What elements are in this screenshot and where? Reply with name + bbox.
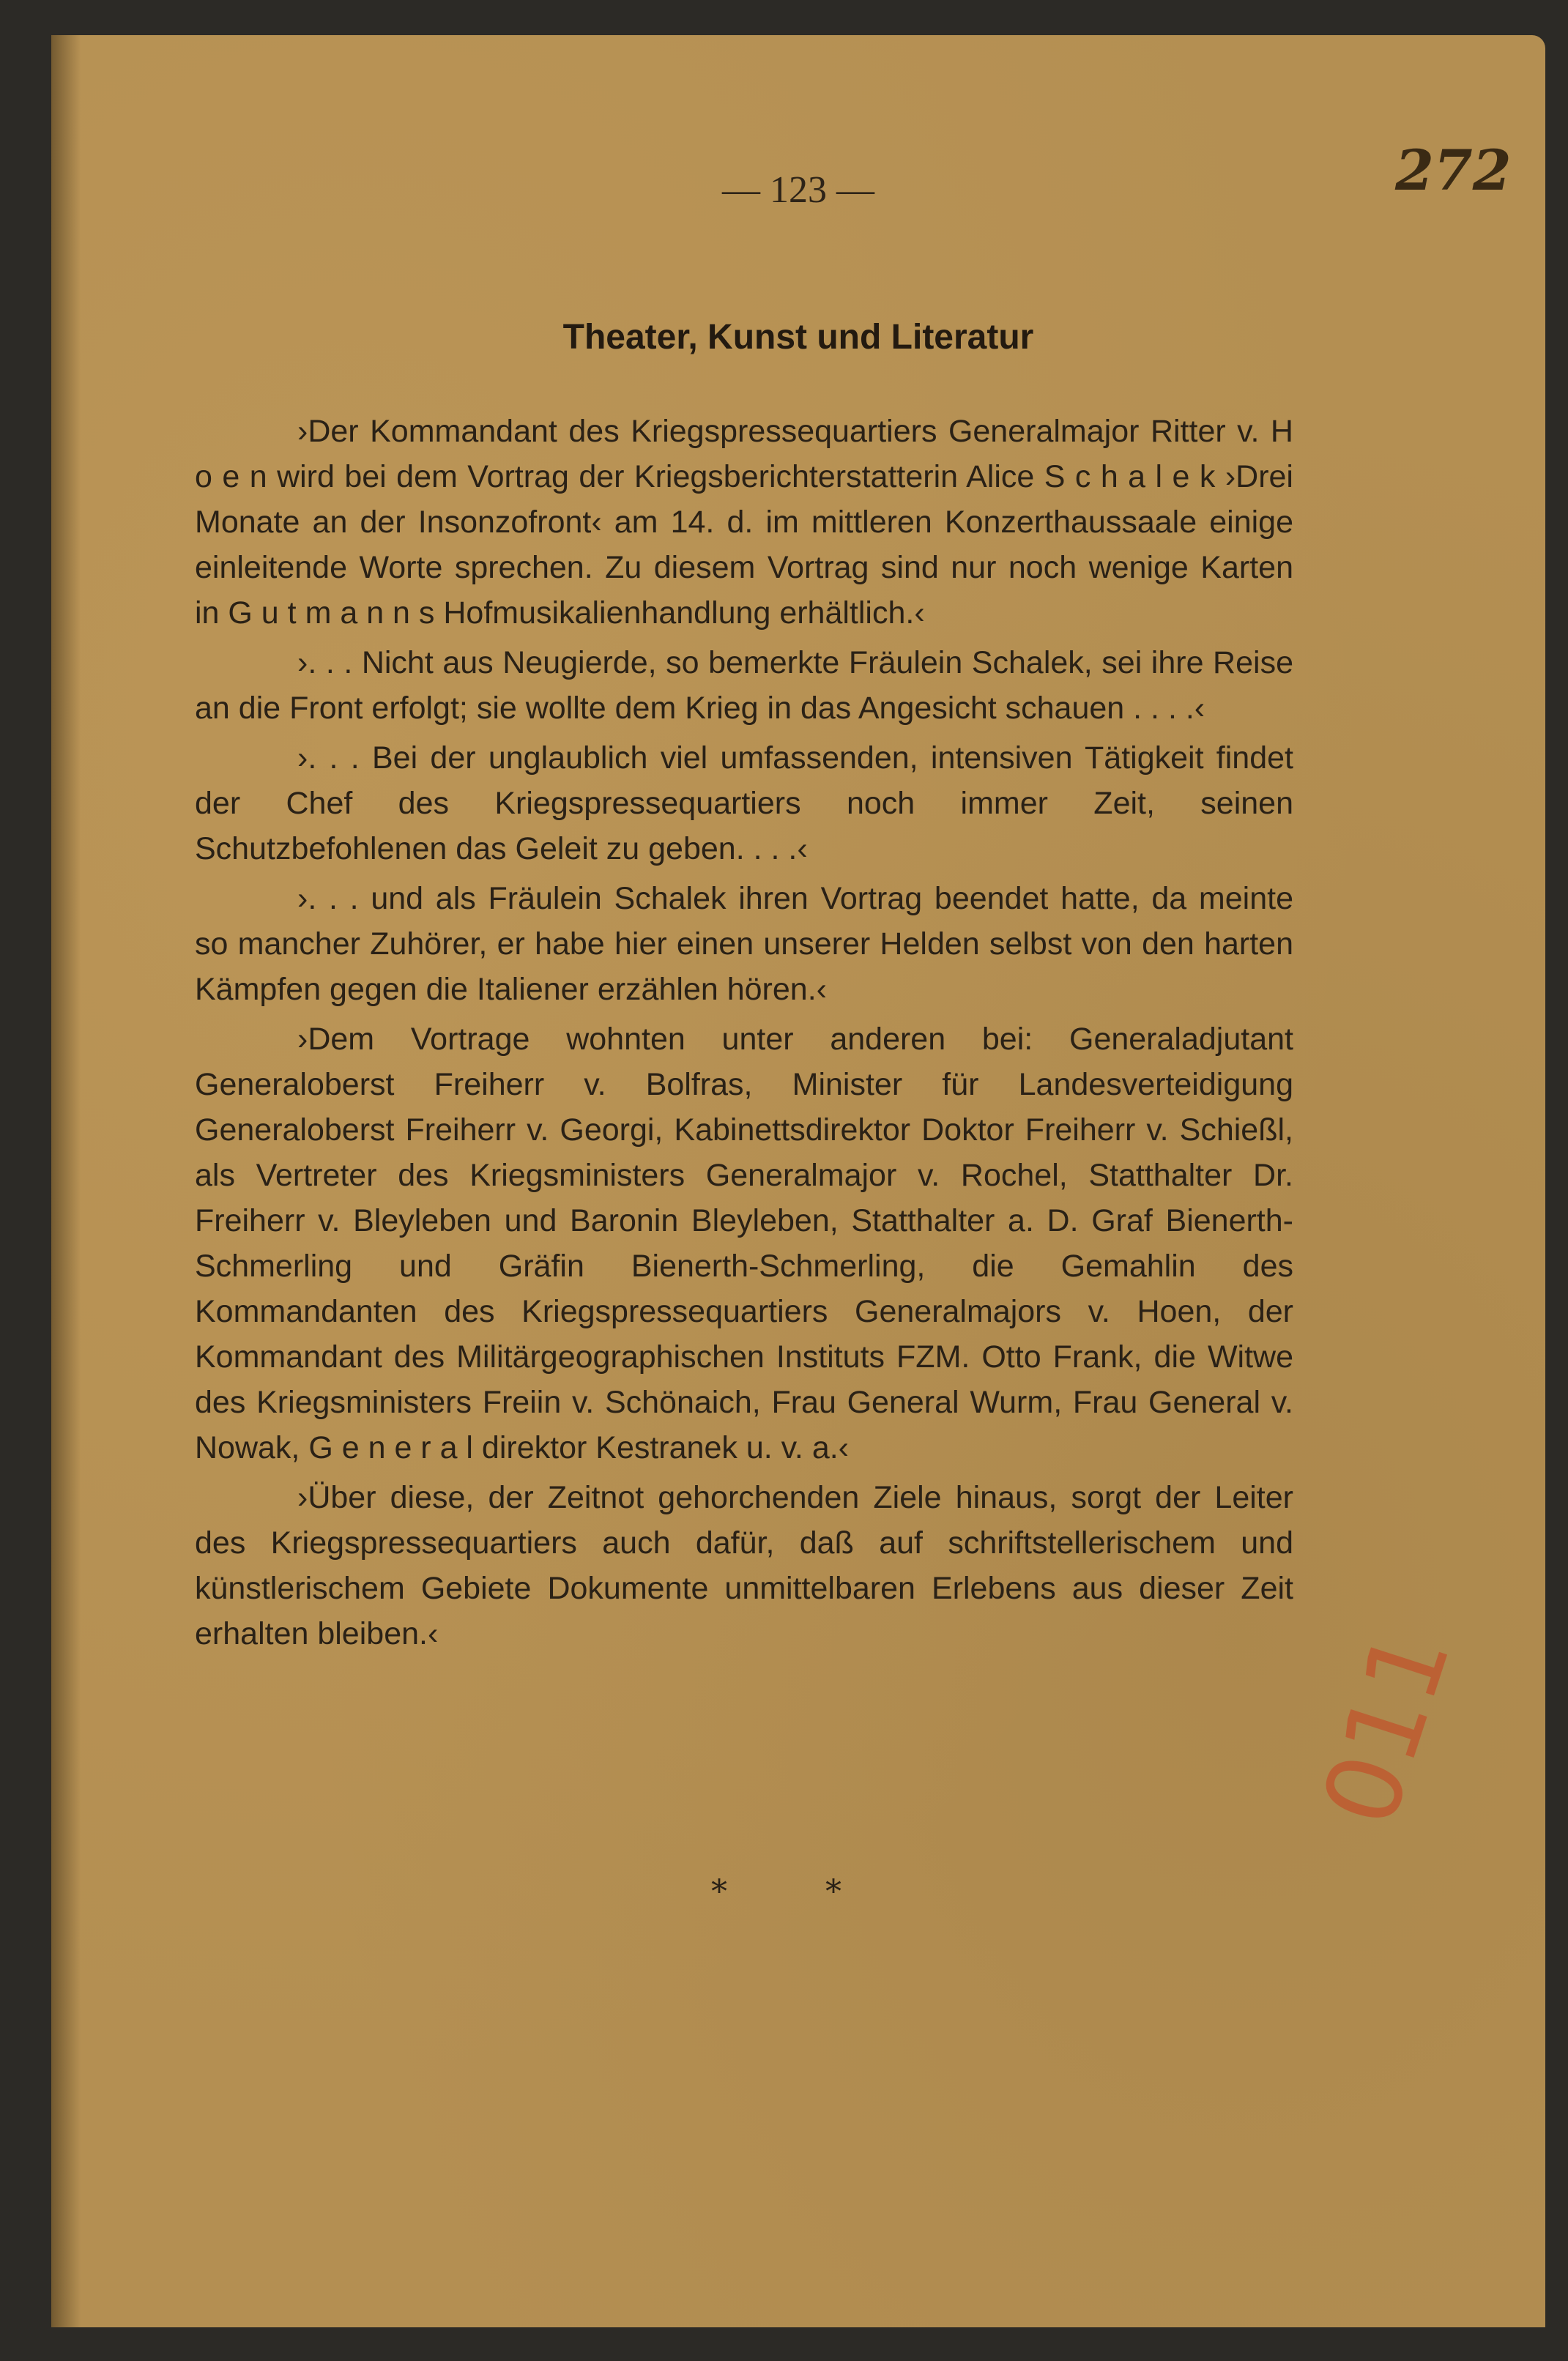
page-spine-shadow bbox=[51, 35, 81, 2327]
paragraph: ›Der Kommandant des Kriegspressequartiers Generalmajor Ritter v. H o e n wird bei dem Vortrag der Kriegsberichterstatterin Alice S c h a l e k ›Drei Monate an der Insonzofront‹ am 14. d. im mittleren Konzerthaussaale einige einleitende Worte sprechen. Zu diesem Vortrag sind nur noch wenige Karten in G u t m a n n s Hofmusikalienhandlung erhältlich.‹ bbox=[195, 414, 1293, 631]
paragraph: ›. . . und als Fräulein Schalek ihren Vortrag beendet hatte, da meinte so mancher Zuhörer, er habe hier einen unserer Helden selbst von den harten Kämpfen gegen die Italiener erzählen hören.‹ bbox=[195, 881, 1293, 1007]
section-separator: * * bbox=[711, 1873, 885, 1911]
body-text bbox=[195, 409, 1293, 1661]
paragraph: ›Über diese, der Zeitnot gehorchenden Ziele hinaus, sorgt der Leiter des Kriegspressequartiers auch dafür, daß auf schriftstellerischem und künstlerischem Gebiete Dokumente unmittelbaren Erlebens aus dieser Zeit erhalten bleiben.‹ bbox=[195, 1480, 1293, 1651]
pencil-annotation: 011 bbox=[1299, 1616, 1474, 1840]
section-title: Theater, Kunst und Literatur bbox=[562, 318, 1034, 357]
archive-number: 272 bbox=[1395, 138, 1512, 203]
paragraph: ›. . . Nicht aus Neugierde, so bemerkte Fräulein Schalek, sei ihre Reise an die Front erfolgt; sie wollte dem Krieg in das Angesicht schauen . . . .‹ bbox=[195, 645, 1293, 726]
paragraph: ›Dem Vortrage wohnten unter anderen bei: Generaladjutant Generaloberst Freiherr v. Bolfras, Minister für Landesverteidigung Generaloberst Freiherr v. Georgi, Kabinettsdirektor Doktor Freiherr v. Schießl, als Vertreter des Kriegsministers Generalmajor v. Rochel, Statthalter Dr. Freiherr v. Bleyleben und Baronin Bleyleben, Statthalter a. D. Graf Bienerth-Schmerling und Gräfin Bienerth-Schmerling, die Gemahlin des Kommandanten des Kriegspressequartiers Generalmajors v. Hoen, der Kommandant des Militärgeographischen Instituts FZM. Otto Frank, die Witwe des Kriegsministers Freiin v. Schönaich, Frau General Wurm, Frau General v. Nowak, G e n e r a l direktor Kestranek u. v. a.‹ bbox=[195, 1022, 1293, 1465]
page-number: — 123 — bbox=[722, 169, 874, 211]
paragraph: ›. . . Bei der unglaublich viel umfassenden, intensiven Tätigkeit findet der Chef des Kriegspressequartiers noch immer Zeit, seinen Schutzbefohlenen das Geleit zu geben. . . .‹ bbox=[195, 740, 1293, 866]
document-page bbox=[51, 35, 1545, 2327]
